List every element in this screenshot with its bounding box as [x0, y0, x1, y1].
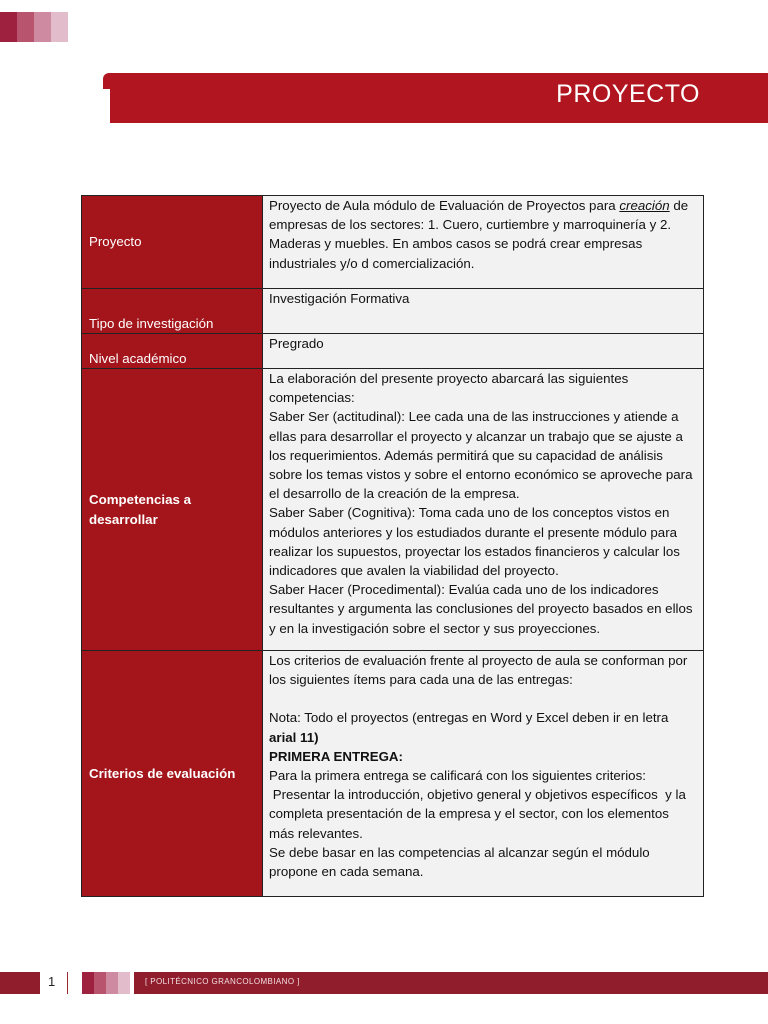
- decor-square: [94, 972, 106, 994]
- criterios-note: [269, 708, 697, 746]
- row-value: Pregrado: [263, 334, 704, 369]
- note-bold: arial 11): [269, 729, 319, 745]
- decor-square: [0, 12, 17, 42]
- first-delivery-heading: PRIMERA ENTREGA:: [269, 748, 403, 764]
- competencia-saber-saber: Saber Saber (Cognitiva): Toma cada uno de los conceptos vistos en módulos anteriores y los estudiados durante el presente módulo para realizar los supuestos, proyectar los estados financieros y calcular los indicadores que avalen la viabilidad del proyecto.: [269, 505, 680, 579]
- footer-divider: [67, 972, 68, 994]
- criterios-line: Se debe basar en las competencias al alcanzar según el módulo propone en cada semana.: [269, 844, 650, 880]
- footer-decorative-squares: [82, 972, 130, 994]
- row-label: Criterios de evaluación: [82, 651, 263, 897]
- row-value: [263, 651, 704, 897]
- blank-line: [269, 689, 697, 708]
- row-label: Proyecto: [82, 196, 263, 289]
- row-label: Nivel académico: [82, 334, 263, 369]
- table-row-proyecto: [82, 196, 704, 289]
- row-label: Tipo de investigación: [82, 289, 263, 334]
- row-value: [263, 369, 704, 651]
- page-title: PROYECTO: [556, 80, 700, 108]
- page-number: 1: [48, 974, 56, 989]
- decor-square: [118, 972, 130, 994]
- footer-left-bar: [0, 972, 40, 994]
- decor-square: [82, 972, 94, 994]
- decor-square: [17, 12, 34, 42]
- decor-square: [34, 12, 51, 42]
- decor-square: [106, 972, 118, 994]
- row-label: Competencias a desarrollar: [82, 369, 263, 651]
- project-desc-emphasis: creación: [619, 198, 670, 213]
- row-value: Investigación Formativa: [263, 289, 704, 334]
- note-text: Nota: Todo el proyectos (entregas en Word y Excel deben ir en letra: [269, 710, 669, 726]
- competencia-saber-hacer: Saber Hacer (Procedimental): Evalúa cada uno de los indicadores resultantes y argumenta las conclusiones del proyecto basados en ellos y en la investigación sobre el sector y sus proyecciones.: [269, 582, 693, 636]
- criterios-line: Presentar la introducción, objetivo general y objetivos específicos y la completa presentación de la empresa y el sector, con los elementos más relevantes.: [269, 787, 690, 841]
- project-desc-start: Proyecto de Aula módulo de Evaluación de Proyectos para: [269, 198, 620, 213]
- decor-square: [51, 12, 68, 42]
- table-row-tipo: [82, 289, 704, 334]
- row-value: [263, 196, 704, 289]
- top-decorative-squares: [0, 12, 68, 42]
- table-row-competencias: [82, 369, 704, 651]
- project-desc-end: de empresas de los sectores: 1. Cuero, curtiembre y marroquinería y 2. Maderas y muebles. En ambos casos se podrá crear empresas industriales y/o d comercialización.: [269, 198, 689, 271]
- table-row-criterios: [82, 651, 704, 897]
- project-table: [81, 195, 704, 897]
- competencia-saber-ser: Saber Ser (actitudinal): Lee cada una de las instrucciones y atiende a ellas para desarrollar el proyecto y alcanzar un trabajo que se ajuste a los requerimientos. Además permitirá que su capacidad de análisis sobre los temas vistos y sobre el entorno económico se aproveche para el desarrollo de la creación de la empresa.: [269, 409, 693, 502]
- table-row-nivel: [82, 334, 704, 369]
- criterios-intro: Los criterios de evaluación frente al proyecto de aula se conforman por los siguientes ítems para cada una de las entregas:: [269, 653, 688, 688]
- footer-institution: [ POLITÉCNICO GRANCOLOMBIANO ]: [145, 977, 300, 986]
- competencias-intro: La elaboración del presente proyecto abarcará las siguientes competencias:: [269, 371, 629, 406]
- criterios-line: Para la primera entrega se calificará con los siguientes criterios:: [269, 768, 646, 784]
